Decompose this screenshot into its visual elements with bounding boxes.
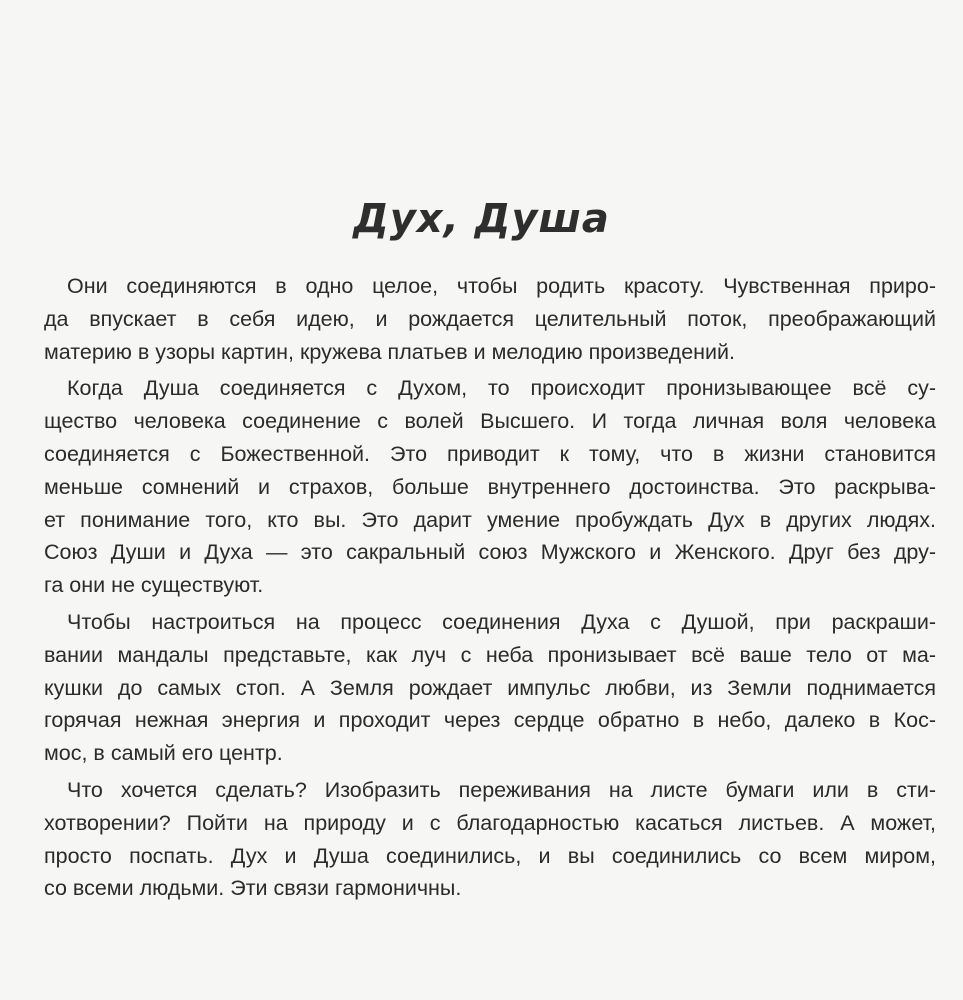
- body-text: [44, 270, 936, 909]
- text-line: кушки до самых стоп. А Земля рождает импульс любви, из Земли поднимается: [44, 675, 936, 700]
- page-title: Дух, Душа: [353, 196, 610, 242]
- text-line: мос, в самый его центр.: [44, 741, 283, 766]
- text-line: меньше сомнений и страхов, больше внутреннего достоинства. Это раскрыва-: [44, 474, 936, 499]
- text-line: га они не существуют.: [44, 573, 264, 598]
- text-line: горячая нежная энергия и проходит через сердце обратно в небо, далеко в Кос-: [44, 708, 936, 733]
- text-line: просто поспать. Дух и Душа соединились, и вы соединились со всем миром,: [44, 843, 936, 868]
- text-line: материю в узоры картин, кружева платьев и мелодию произведений.: [44, 339, 736, 364]
- text-line: да впускает в себя идею, и рождается целительный поток, преображающий: [44, 306, 936, 331]
- text-line: Они соединяются в одно целое, чтобы родить красоту. Чувственная приро-: [67, 274, 936, 298]
- text-line: хотворении? Пойти на природу и с благодарностью касаться листьев. А может,: [44, 810, 936, 835]
- paragraph-4: [44, 774, 936, 905]
- paragraph-2: [44, 372, 936, 602]
- text-line: Когда Душа соединяется с Духом, то происходит пронизывающее всё су-: [67, 376, 936, 401]
- text-line: со всеми людьми. Эти связи гармоничны.: [44, 876, 462, 901]
- text-line: вании мандалы представьте, как луч с неба пронизывает всё ваше тело от ма-: [44, 642, 936, 667]
- paragraph-3: [44, 606, 936, 770]
- text-line: Чтобы настроиться на процесс соединения Духа с Душой, при раскраши-: [67, 609, 936, 634]
- text-line: Союз Души и Духа — это сакральный союз Мужского и Женского. Друг без дру-: [44, 540, 936, 565]
- text-line: щество человека соединение с волей Высшего. И тогда личная воля человека: [44, 409, 936, 434]
- paragraph-1: [44, 270, 936, 368]
- text-line: соединяется с Божественной. Это приводит к тому, что в жизни становится: [44, 441, 936, 466]
- text-line: ет понимание того, кто вы. Это дарит умение пробуждать Дух в других людях.: [44, 507, 936, 532]
- text-line: Что хочется сделать? Изобразить переживания на листе бумаги или в сти-: [67, 777, 936, 802]
